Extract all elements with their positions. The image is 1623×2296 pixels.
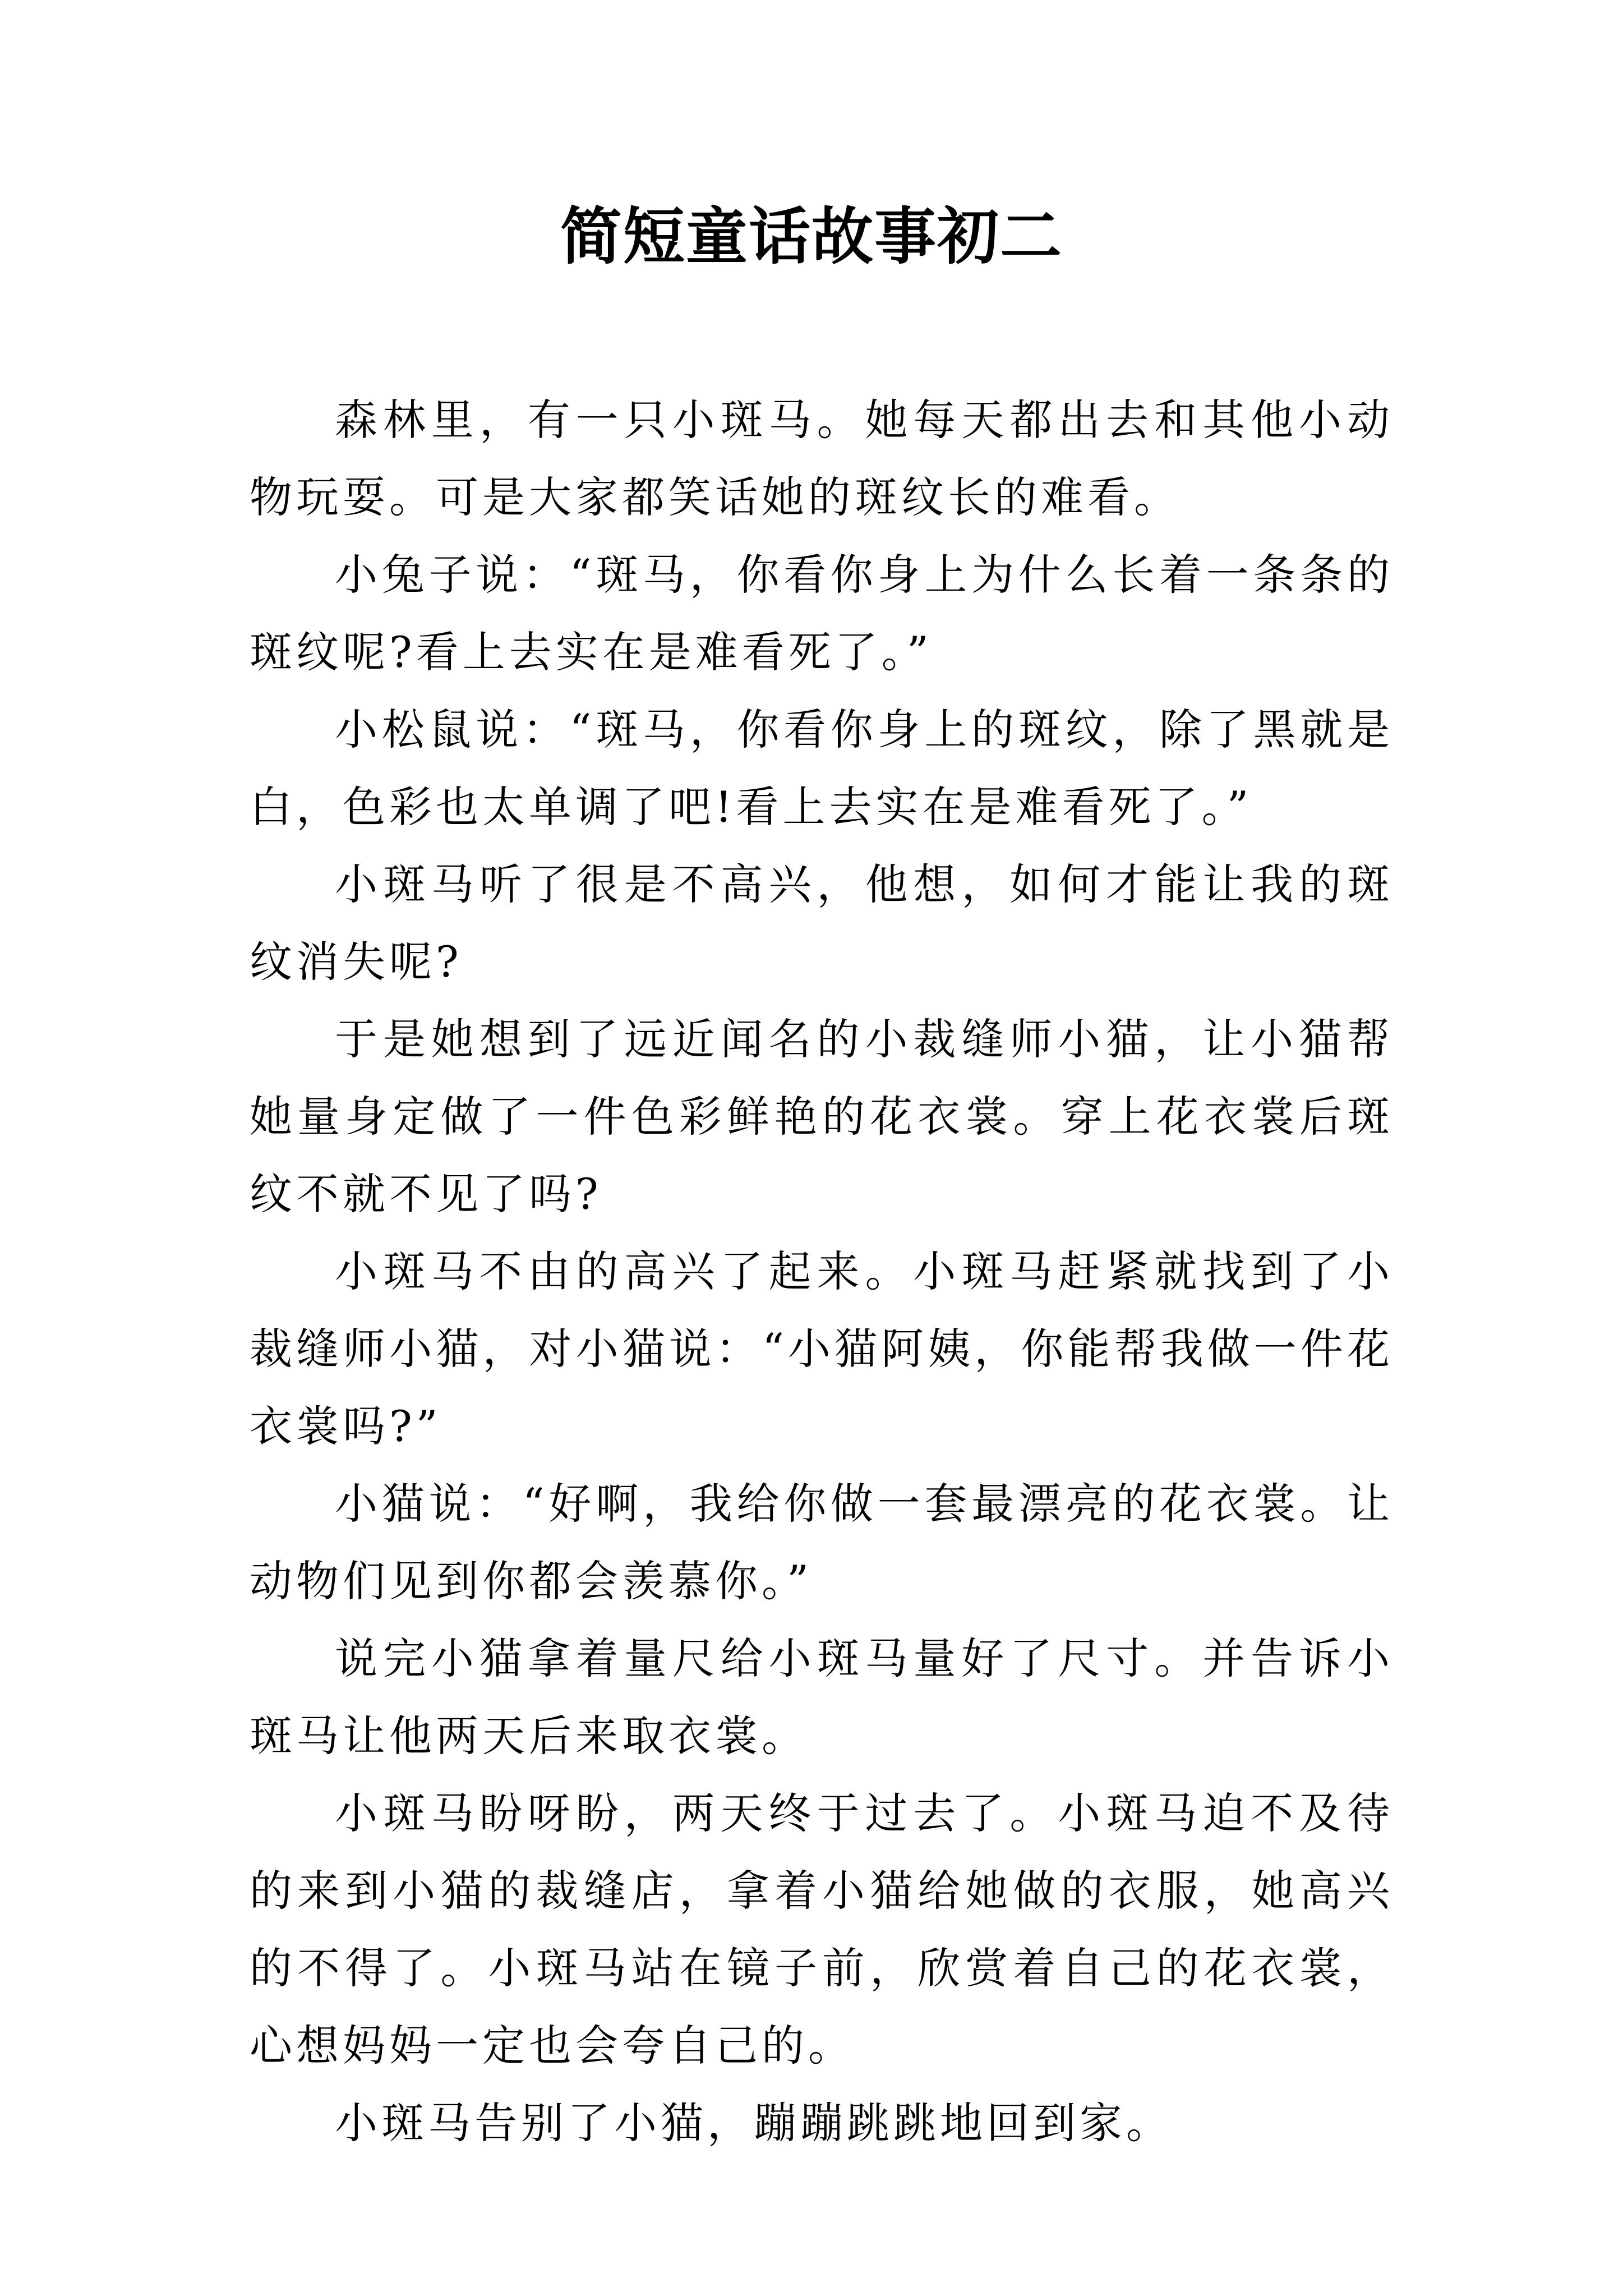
paragraph: 小斑马盼呀盼，两天终于过去了。小斑马迫不及待的来到小猫的裁缝店，拿着小猫给她做的衣服，她高兴的不得了。小斑马站在镜子前，欣赏着自己的花衣裳，心想妈妈一定也会夸自己的。 (250, 1788, 1394, 2070)
paragraph: 说完小猫拿着量尺给小斑马量好了尺寸。并告诉小斑马让他两天后来取衣裳。 (250, 1634, 1394, 1761)
document-title: 简短童话故事初二 (560, 200, 1063, 273)
paragraph: 小兔子说：“斑马，你看你身上为什么长着一条条的斑纹呢?看上去实在是难看死了。” (250, 550, 1394, 677)
document-body (250, 381, 1394, 2162)
paragraph: 小斑马不由的高兴了起来。小斑马赶紧就找到了小裁缝师小猫，对小猫说：“小猫阿姨，你能帮我做一件花衣裳吗?” (250, 1246, 1394, 1451)
paragraph: 森林里，有一只小斑马。她每天都出去和其他小动物玩耍。可是大家都笑话她的斑纹长的难看。 (250, 395, 1394, 522)
paragraph: 小松鼠说：“斑马，你看你身上的斑纹，除了黑就是白，色彩也太单调了吧!看上去实在是难看死了。” (250, 705, 1394, 832)
paragraph: 小斑马听了很是不高兴，他想，如何才能让我的斑纹消失呢? (250, 859, 1394, 987)
paragraph: 小斑马告别了小猫，蹦蹦跳跳地回到家。 (335, 2098, 1173, 2148)
paragraph: 小猫说：“好啊，我给你做一套最漂亮的花衣裳。让动物们见到你都会羡慕你。” (250, 1479, 1394, 1606)
paragraph: 于是她想到了远近闻名的小裁缝师小猫，让小猫帮她量身定做了一件色彩鲜艳的花衣裳。穿上花衣裳后斑纹不就不见了吗? (250, 1014, 1394, 1219)
